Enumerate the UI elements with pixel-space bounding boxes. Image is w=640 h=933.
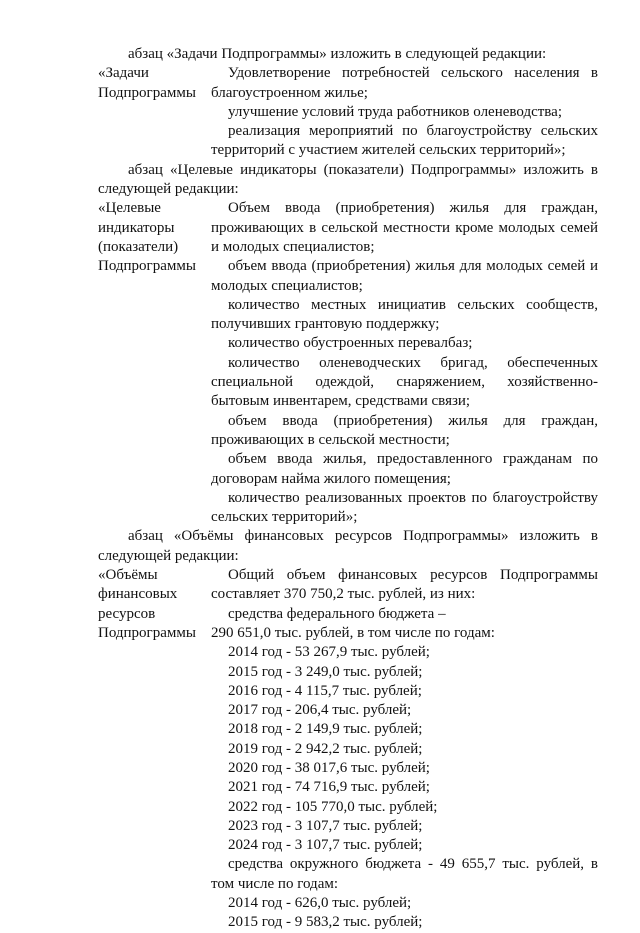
indicator-item: количество местных инициатив сельских сообществ, получивших грантовую поддержку; (211, 296, 598, 333)
tasks-label (98, 64, 211, 103)
indicators-body (211, 199, 598, 527)
federal-budget-heading: средства федерального бюджета – (228, 605, 446, 622)
finance-body (211, 566, 598, 933)
federal-year-item: 2019 год - 2 942,2 тыс. рублей; (228, 740, 423, 757)
federal-year-item: 2018 год - 2 149,9 тыс. рублей; (228, 721, 423, 738)
finance-label-line: финансовых (98, 586, 178, 603)
indicator-item: объем ввода (приобретения) жилья для граждан, проживающих в сельской местности; (211, 412, 598, 448)
intro-finance: абзац «Объёмы финансовых ресурсов Подпрограммы» изложить в следующей редакции: (98, 528, 598, 564)
indicator-item: количество обустроенных перевалбаз; (228, 335, 473, 352)
finance-label (98, 566, 211, 643)
tasks-label-line: Подпрограммы (98, 84, 196, 101)
indicators-label-line: (показатели) (98, 238, 179, 255)
finance-block (98, 566, 598, 933)
indicators-label (98, 199, 211, 276)
finance-label-line: Подпрограммы (98, 624, 196, 641)
finance-label-line: «Объёмы (98, 567, 158, 584)
tasks-body (211, 64, 598, 160)
tasks-item: Удовлетворение потребностей сельского населения в благоустроенном жилье; (211, 65, 598, 101)
federal-year-item: 2023 год - 3 107,7 тыс. рублей; (228, 817, 423, 834)
finance-label-line: ресурсов (98, 605, 156, 622)
federal-year-item: 2022 год - 105 770,0 тыс. рублей; (228, 798, 438, 815)
okrug-budget-heading: средства окружного бюджета - 49 655,7 тыс. рублей, в том числе по годам: (211, 856, 598, 892)
indicator-item: объем ввода (приобретения) жилья для молодых семей и молодых специалистов; (211, 258, 598, 294)
federal-year-item: 2024 год - 3 107,7 тыс. рублей; (228, 837, 423, 854)
federal-year-item: 2014 год - 53 267,9 тыс. рублей; (228, 644, 430, 661)
indicator-item: количество оленеводческих бригад, обеспеченных специальной одеждой, снаряжением, хозяйственно-бытовым инвентарем, средствами связи; (211, 354, 598, 410)
indicator-item: Объем ввода (приобретения) жилья для граждан, проживающих в сельской местности кроме молодых семей и молодых специалистов; (211, 200, 598, 255)
indicators-label-line: Подпрограммы (98, 258, 196, 275)
tasks-block (98, 64, 598, 160)
indicators-label-line: индикаторы (98, 219, 175, 236)
federal-year-item: 2021 год - 74 716,9 тыс. рублей; (228, 779, 430, 796)
okrug-year-item: 2014 год - 626,0 тыс. рублей; (228, 895, 412, 912)
okrug-year-item: 2015 год - 9 583,2 тыс. рублей; (228, 914, 423, 931)
tasks-item: реализация мероприятий по благоустройству сельских территорий с участием жителей сельских территорий»; (211, 123, 598, 159)
indicators-block (98, 199, 598, 527)
federal-year-item: 2015 год - 3 249,0 тыс. рублей; (228, 663, 423, 680)
tasks-item: улучшение условий труда работников оленеводства; (228, 103, 562, 120)
federal-year-item: 2017 год - 206,4 тыс. рублей; (228, 702, 412, 719)
document-content (98, 45, 598, 933)
finance-total: Общий объем финансовых ресурсов Подпрограммы составляет 370 750,2 тыс. рублей, из них: (211, 567, 598, 603)
tasks-label-line: «Задачи (98, 65, 149, 82)
federal-year-item: 2020 год - 38 017,6 тыс. рублей; (228, 759, 430, 776)
intro-tasks: абзац «Задачи Подпрограммы» изложить в следующей редакции: (128, 46, 547, 62)
federal-year-item: 2016 год - 4 115,7 тыс. рублей; (228, 682, 422, 699)
intro-indicators: абзац «Целевые индикаторы (показатели) Подпрограммы» изложить в следующей редакции: (98, 161, 598, 198)
indicator-item: количество реализованных проектов по благоустройству сельских территорий»; (211, 489, 598, 526)
indicators-label-line: «Целевые (98, 200, 161, 217)
federal-budget-total: 290 651,0 тыс. рублей, в том числе по годам: (211, 624, 495, 641)
indicator-item: объем ввода жилья, предоставленного гражданам по договорам найма жилого помещения; (211, 451, 598, 487)
